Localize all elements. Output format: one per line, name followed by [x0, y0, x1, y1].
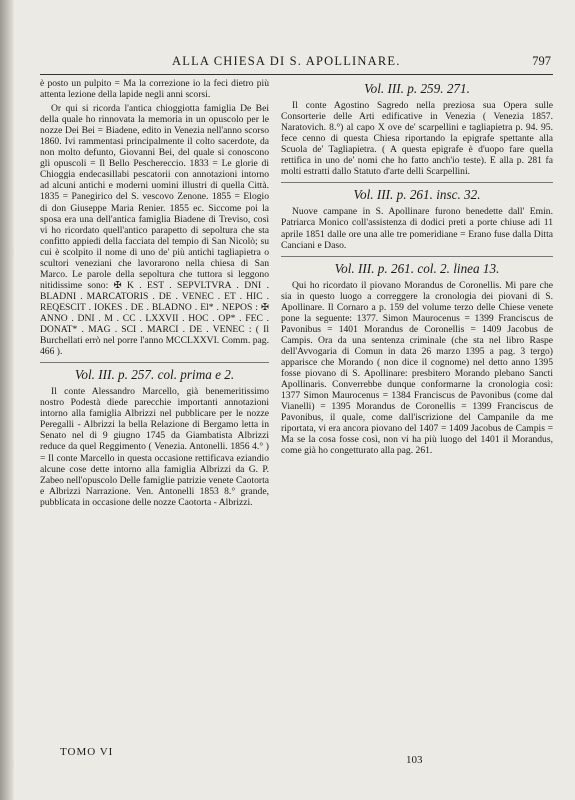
running-header — [40, 52, 553, 75]
section-heading: Vol. III. p. 259. 271. — [364, 81, 470, 96]
paragraph: Qui ho ricordato il piovano Morandus de Coronellis. Mi pare che sia in questo luogo a correggere la cronologia dei piovani di S. Apollinare. Il Cornaro a p. 159 del volume terzo delle Chiese venete pone la seguente: 1377. Simon Maurocenus = 1399 Franciscus de Pavonibus = 1401 Morandus de Coronellis = 1409 Jacobus de Campis. Ora da una sentenza criminale (che sta nel libro Raspe dell'Avvogaria di Comun in data 26 marzo 1395 a pag. 3 tergo) apparisce che Morando ( non dice il cognome) nel detto anno 1395 fosse piovano di S. Apollinare: presbitero Morando plebano Sancti Apollinaris. Converrebbe dunque conformarne la cronologia così: 1377 Simon Maurocenus = 1384 Franciscus de Pavonibus (come dal Vianelli) = 1395 Morandus de Coronellis = 1399 Franciscus de Pavonibus, il quale, come dall'iscrizione del Campanile da me riportata, vi era ancora piovano del 1407 = 1409 Jacobus de Campis = Ma se la cosa fosse così, non vi ha più luogo del 1401 il Morandus, come già ho congetturato alla pag. 261. — [281, 279, 553, 457]
paragraph: Or qui si ricorda l'antica chioggiotta famiglia De Bei della quale ho rinnovata la memoria in un opuscolo per le nozze Dei Bei = Biadene, edito in Venezia nell'anno scorso 1860. Ivi rammentasi principalmente il colto sacerdote, da non molto defunto, Giovanni Bei, del quale si conoscono gli opuscoli = Il Bello Peschereccio. 1833 = Le glorie di Chioggia endecasillabi pescatorii con annotazioni intorno ad alcuni antichi e moderni uomini illustri di quella Città. 1835 = Panegirico del S. vescovo Zenone. 1855 = Elogio di don Giuseppe Maria Renier. 1855 ec. Siccome poi la sposa era una dell'antica famiglia Biadene di Treviso, così vi ho ricordato quell'antico parapetto di sepoltura che sta confitto appiedi della facciata del tempio di San Nicolò; su cui è scolpito il nome di uno de' più antichi tagliapietra o scultori veneziani che lavorarono nella chiesa di San Marco. Le parole della sepoltura che tuttora si leggono nitidissime sono: ✠ K . EST . SEPVLTVRA . DNI . BLADNI . MARCATORIS . DE . VENEC . ET . HIC . REQESCIT . IOKES . DE . BLADNO . El* . NEPOS : ✠ ANNO . DNI . M . CC . LXXVII . HOC . OP* . FEC . DONAT* . MAG . SCI . MARCI . DE . VENEC : ( Il Burchellati errò nel porre l'anno MCCLXXVI. Comm. pag. 466 ). — [40, 103, 269, 358]
paragraph: Il conte Agostino Sagredo nella preziosa sua Opera sulle Consorterie delle Arti edificative in Venezia ( Venezia 1857. Naratovich. 8.°) al capo X ove de' scarpellini e tagliapietra p. 94. 95. fece cenno di questa Chiesa riportando la epigrafe spettante alla Scuola de' Tagliapietra. ( A questa epigrafe è d'uopo fare quella rettifica in uno de' nomi che ho fatto anch'io teste). E alla p. 281 fa molti estratti dallo Statuto d'arte delli Scarpellini. — [281, 100, 553, 178]
gathering-signature: 103 — [406, 754, 423, 766]
paragraph: è posto un pulpito = Ma la correzione io la feci dietro più attenta lezione della lapide negli anni scorsi. — [40, 78, 269, 101]
running-title: ALLA CHIESA DI S. APOLLINARE. — [172, 54, 401, 68]
volume-signature: TOMO VI — [60, 746, 114, 758]
section-heading: Vol. III. p. 261. insc. 32. — [281, 182, 553, 200]
section-heading: Vol. III. p. 261. col. 2. linea 13. — [281, 256, 553, 274]
page-edge-shadow — [0, 0, 14, 800]
paragraph: Il conte Alessandro Marcello, già benemeritissimo nostro Podestà diede parecchie importanti annotazioni intorno alla famiglia Albrizzi nel pubblicare per le nozze Peregalli - Albrizzi la bella Relazione di Bergamo letta in Senato nel di 9 giugno 1745 da Giambatista Albrizzi reduce da quel Reggimento ( Venezia. Antonelli. 1856 4.° ) = Il conte Marcello in questa occasione rettificava eziandio alcune cose dette intorno alla famiglia Albrizzi da G. P. Zabeo nell'opuscolo Delle famiglie patrizie venete Caotorta e Albrizzi Narrazione. Ven. Antonelli 1853 8.° grande, pubblicata in occasione delle nozze Caotorta - Albrizzi. — [40, 386, 269, 508]
right-column — [281, 78, 553, 459]
page-number: 797 — [532, 54, 551, 68]
section-heading: Vol. III. p. 257. col. prima e 2. — [40, 362, 269, 380]
left-column — [40, 78, 269, 511]
paragraph: Nuove campane in S. Apollinare furono benedette dall' Emin. Patriarca Monico coll'assistenza di dodici preti a porte chiuse adi 11 aprile 1851 dalle ore una alle tre pomeridiane = Erano fuse dalla Ditta Canciani e Daso. — [281, 206, 553, 251]
